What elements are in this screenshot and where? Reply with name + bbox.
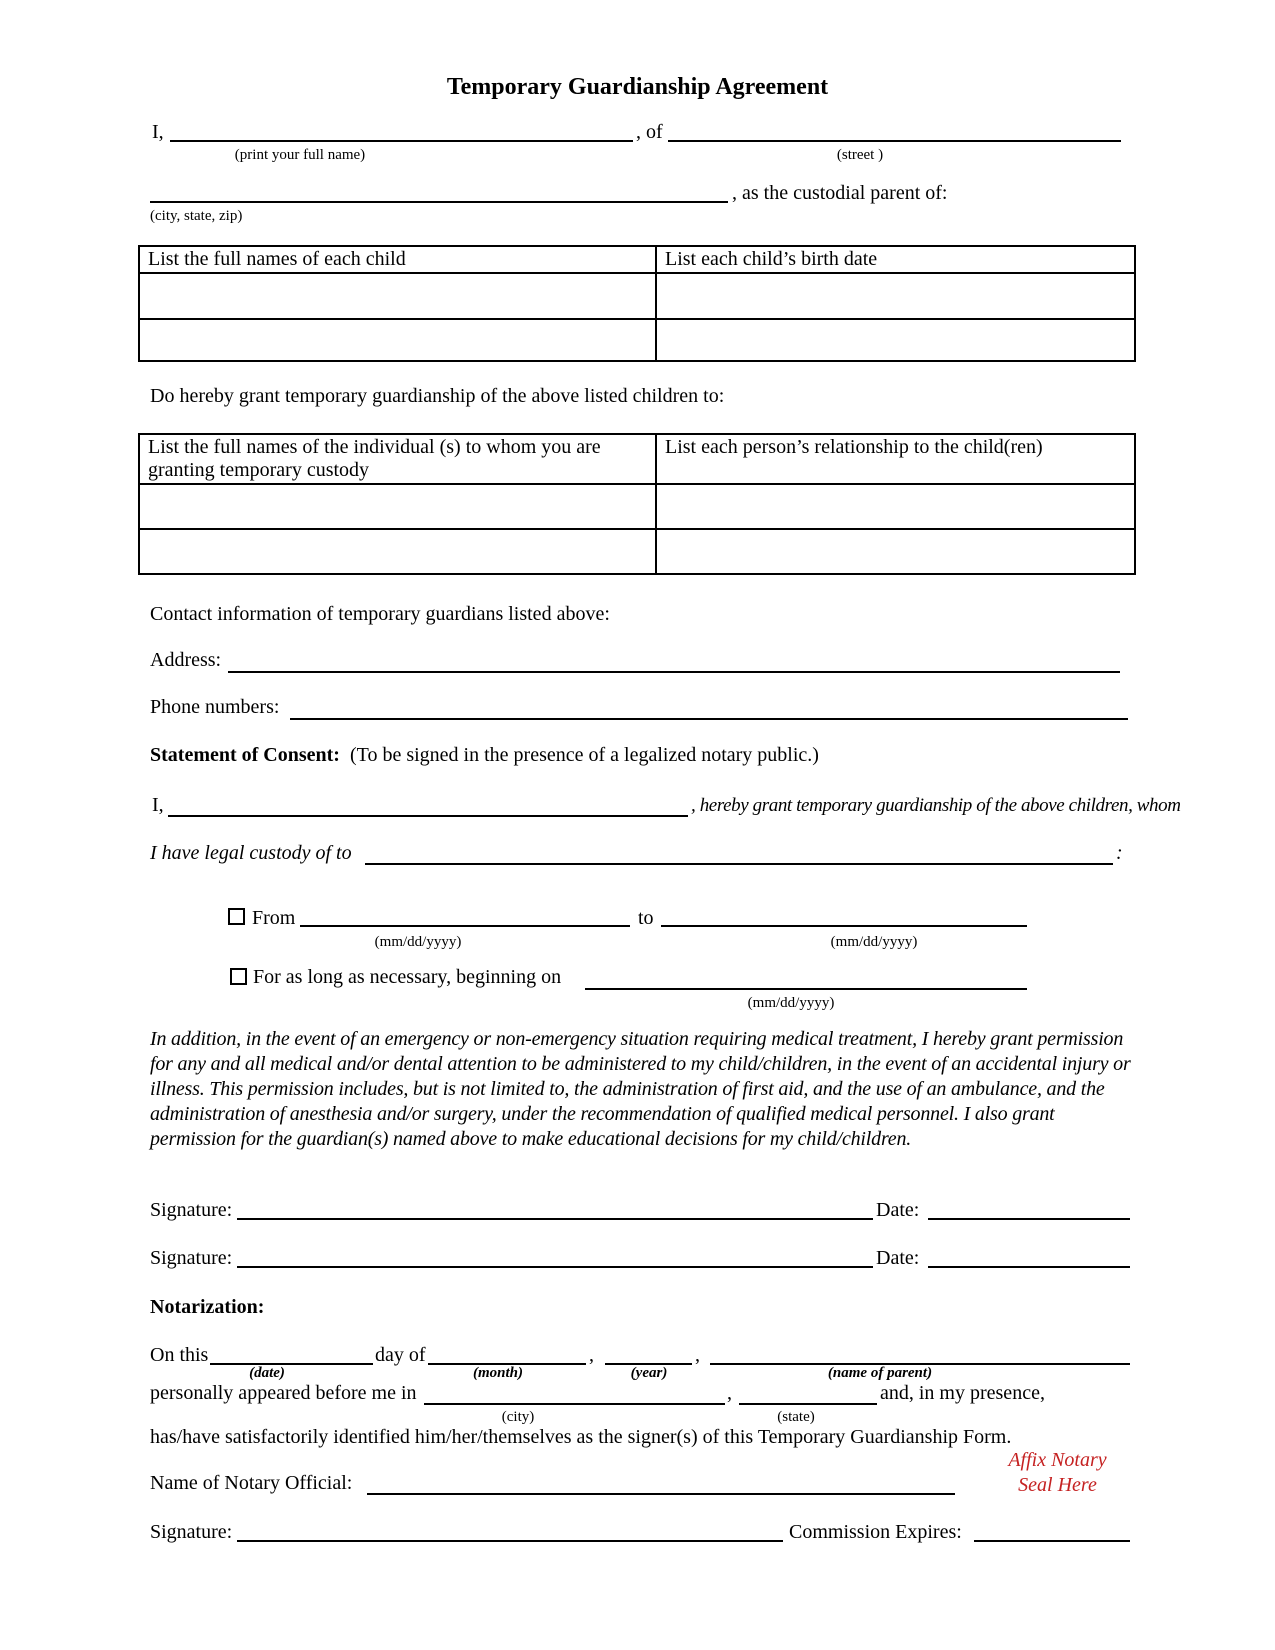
state-hint: (state) [777, 1409, 815, 1425]
print-name-hint: (print your full name) [234, 147, 366, 163]
beginning-date-blank[interactable] [585, 988, 1027, 990]
address-label: Address: [150, 649, 222, 671]
signature-blank-1[interactable] [237, 1218, 873, 1220]
name-of-parent-hint: (name of parent) [827, 1365, 933, 1381]
day-of-label: day of [375, 1344, 426, 1366]
address-blank[interactable] [228, 671, 1120, 673]
guardian-name-cell-1[interactable] [139, 484, 656, 529]
consent-heading: Statement of Consent: [150, 744, 340, 766]
custody-text: I have legal custody of to [150, 842, 352, 864]
notary-name-label: Name of Notary Official: [150, 1472, 353, 1494]
child-birthdate-cell-2[interactable] [656, 319, 1135, 361]
presence-label: and, in my presence, [880, 1382, 1045, 1404]
children-name-header: List the full names of each child [139, 246, 656, 273]
date-label-2: Date: [876, 1247, 920, 1269]
commission-expires-label: Commission Expires: [789, 1521, 962, 1543]
city-hint: (city) [501, 1409, 535, 1425]
comma-1: , [589, 1344, 594, 1366]
contact-heading: Contact information of temporary guardians listed above: [150, 603, 610, 625]
appeared-label: personally appeared before me in [150, 1382, 417, 1404]
notary-signature-blank[interactable] [237, 1540, 783, 1542]
to-date-format-hint: (mm/dd/yyyy) [830, 934, 918, 950]
intro-i-label: I, [152, 121, 164, 143]
consent-whom-text: , hereby grant temporary guardianship of the above children, whom [691, 795, 1181, 816]
notary-name-blank[interactable] [367, 1493, 955, 1495]
guardian-name-header: List the full names of the individual (s) to whom you are granting temporary custody [139, 434, 656, 484]
comma-2: , [695, 1344, 700, 1366]
page-title: Temporary Guardianship Agreement [446, 74, 829, 100]
comma-3: , [727, 1382, 732, 1404]
consent-name-blank[interactable] [168, 815, 688, 817]
date-blank-2[interactable] [928, 1266, 1130, 1268]
seal-note-line-1: Affix Notary [1008, 1449, 1107, 1471]
on-this-label: On this [150, 1344, 209, 1366]
guardian-name-cell-2[interactable] [139, 529, 656, 574]
duration-label: For as long as necessary, beginning on [253, 966, 562, 988]
street-hint: (street ) [836, 147, 884, 163]
guardians-table [138, 433, 1136, 575]
consent-heading-note: (To be signed in the presence of a legalized notary public.) [349, 744, 819, 766]
grant-statement: Do hereby grant temporary guardianship of the above listed children to: [150, 385, 725, 407]
children-birthdate-header: List each child’s birth date [656, 246, 1135, 273]
child-name-cell-2[interactable] [139, 319, 656, 361]
date-blank-1[interactable] [928, 1218, 1130, 1220]
consent-i-label: I, [152, 794, 164, 816]
medical-permission-paragraph: In addition, in the event of an emergency or non-emergency situation requiring medical treatment, I hereby grant permission for any and all medical and/or dental attention to be administered to my child/children, in the event of an accidental injury or illness. This permission includes, but is not limited to, the administration of first aid, and the use of an ambulance, and the administration of anesthesia and/or surgery, under the recommendation of qualified medical personnel. I also grant permission for the guardian(s) named above to make educational decisions for my child/children. [150, 1028, 1131, 1150]
children-table [138, 245, 1136, 362]
phone-blank[interactable] [290, 718, 1128, 720]
commission-expires-blank[interactable] [974, 1540, 1130, 1542]
affix-notary-seal-note [975, 1448, 1140, 1498]
notary-city-blank[interactable] [424, 1403, 725, 1405]
month-hint: (month) [472, 1365, 523, 1381]
notary-signature-label: Signature: [150, 1521, 233, 1543]
child-birthdate-cell-1[interactable] [656, 273, 1135, 319]
city-state-zip-hint: (city, state, zip) [150, 208, 243, 224]
to-label: to [638, 907, 654, 929]
signature-blank-2[interactable] [237, 1266, 873, 1268]
custody-guardian-blank[interactable] [365, 863, 1113, 865]
phone-label: Phone numbers: [150, 696, 280, 718]
from-label: From [252, 907, 296, 929]
as-long-as-necessary-checkbox[interactable] [230, 968, 247, 985]
date-hint: (date) [249, 1365, 285, 1381]
from-date-format-hint: (mm/dd/yyyy) [374, 934, 462, 950]
signature-label-2: Signature: [150, 1247, 233, 1269]
beginning-date-format-hint: (mm/dd/yyyy) [747, 995, 835, 1011]
date-label-1: Date: [876, 1199, 920, 1221]
from-to-date-range-checkbox[interactable] [228, 908, 245, 925]
seal-note-line-2: Seal Here [1018, 1474, 1097, 1496]
child-name-cell-1[interactable] [139, 273, 656, 319]
intro-of-label: , of [636, 121, 663, 143]
custodial-parent-label: , as the custodial parent of: [732, 182, 948, 204]
street-blank[interactable] [668, 140, 1121, 142]
guardian-relationship-cell-1[interactable] [656, 484, 1135, 529]
identified-statement: has/have satisfactorily identified him/her/themselves as the signer(s) of this Temporary Guardianship Form. [150, 1426, 1012, 1448]
year-hint: (year) [630, 1365, 668, 1381]
notarization-heading: Notarization: [150, 1296, 265, 1318]
parent-name-blank[interactable] [170, 140, 633, 142]
custody-colon: : [1116, 842, 1123, 864]
guardian-relationship-cell-2[interactable] [656, 529, 1135, 574]
guardian-relationship-header: List each person’s relationship to the child(ren) [656, 434, 1135, 484]
from-date-blank[interactable] [300, 925, 630, 927]
to-date-blank[interactable] [661, 925, 1027, 927]
city-state-zip-blank[interactable] [150, 201, 728, 203]
signature-label-1: Signature: [150, 1199, 233, 1221]
notary-state-blank[interactable] [739, 1403, 877, 1405]
